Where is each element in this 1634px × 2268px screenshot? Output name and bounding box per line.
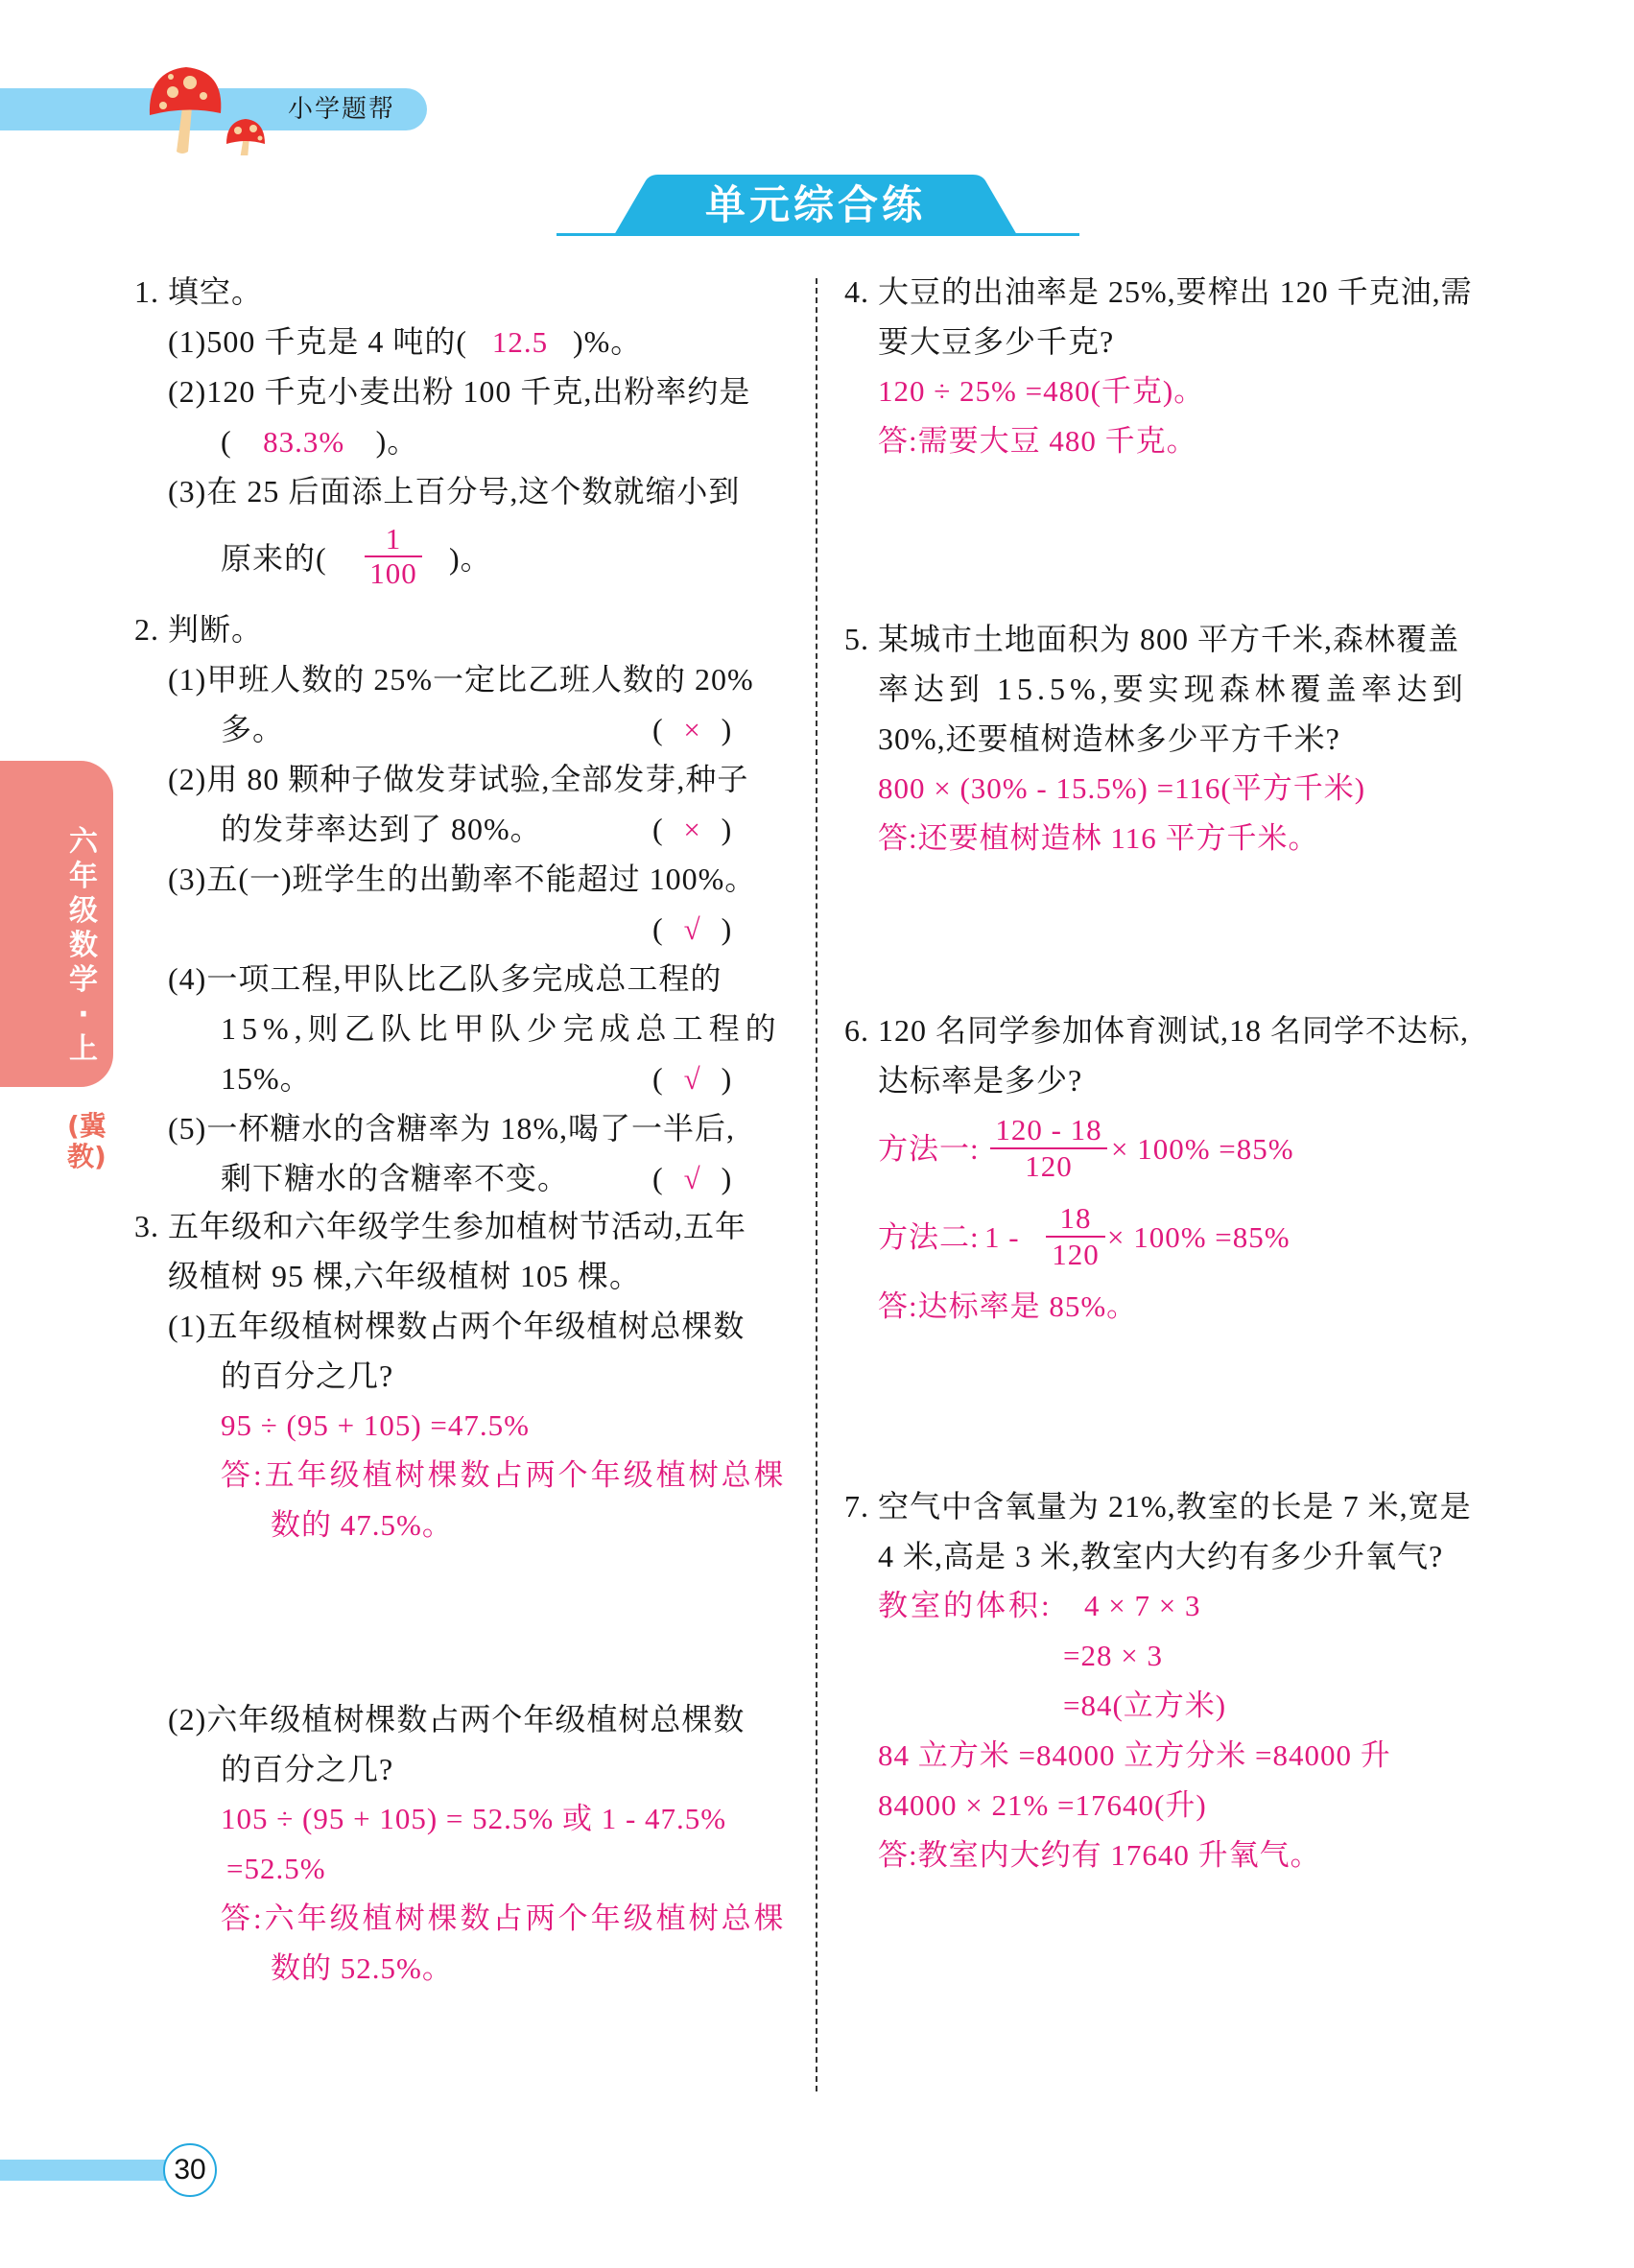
- q5-calc: 800 × (30% - 15.5%) =116(平方千米): [878, 771, 1366, 805]
- q1-s2-answer: 83.3%: [263, 425, 345, 459]
- page-number: 30: [163, 2143, 217, 2197]
- q1-title: 1. 填空。: [134, 274, 264, 309]
- q6-method1-fraction: [990, 1113, 1107, 1184]
- q3-p1-line1: (1)五年级植树棵数占两个年级植树总棵数: [168, 1309, 746, 1343]
- q5-line2: 率达到 15.5%,要实现森林覆盖率达到: [878, 672, 1468, 706]
- q2-item2-line1: (2)用 80 颗种子做发芽试验,全部发芽,种子: [168, 762, 749, 796]
- q3-p1-answer-line2: 数的 47.5%。: [271, 1508, 453, 1542]
- q3-p2-line2: 的百分之几?: [221, 1752, 394, 1786]
- q2-item2-line2: 的发芽率达到了 80%。: [221, 812, 542, 846]
- q3-p2-answer-line1: 答:六年级植树棵数占两个年级植树总棵: [221, 1902, 787, 1935]
- q7-line2: 4 米,高是 3 米,教室内大约有多少升氧气?: [878, 1539, 1444, 1573]
- q3-p2-answer-line2: 数的 52.5%。: [271, 1951, 453, 1985]
- q3-p2-calc2: =52.5%: [226, 1852, 326, 1885]
- q6-method2-rest: × 100% =85%: [1107, 1220, 1291, 1254]
- q6-method1-label: 方法一:: [878, 1132, 980, 1166]
- q2-item5-mark: ( √ ): [652, 1161, 733, 1195]
- q1-s1-answer: 12.5: [491, 325, 549, 359]
- q2-item3-line1: (3)五(一)班学生的出勤率不能超过 100%。: [168, 862, 757, 896]
- side-tab-label: 六年级数学·上: [69, 825, 98, 1066]
- q3-line2: 级植树 95 棵,六年级植树 105 棵。: [168, 1259, 642, 1293]
- q4-line1: 4. 大豆的出油率是 25%,要榨出 120 千克油,需: [844, 274, 1473, 309]
- q3-p2-line1: (2)六年级植树棵数占两个年级植树总棵数: [168, 1702, 746, 1736]
- q1-s2-line2: ( 83.3% )。: [221, 422, 418, 461]
- q4-answer: 答:需要大豆 480 千克。: [878, 424, 1197, 458]
- q6-method2-label: 方法二:: [878, 1220, 980, 1254]
- q2-item5-line1: (5)一杯糖水的含糖率为 18%,喝了一半后,: [168, 1111, 735, 1146]
- q3-p1-line2: 的百分之几?: [221, 1358, 394, 1393]
- q7-volume-step2: =28 × 3: [1063, 1639, 1163, 1672]
- page-title: 单元综合练: [704, 181, 926, 228]
- q5-line1: 5. 某城市土地面积为 800 平方千米,森林覆盖: [844, 622, 1460, 656]
- q6-method2-numerator: 18: [1046, 1201, 1105, 1238]
- mushroom-icon: [144, 59, 278, 155]
- q7-conversion: 84 立方米 =84000 立方分米 =84000 升: [878, 1738, 1391, 1772]
- q3-p2-calc1: 105 ÷ (95 + 105) = 52.5% 或 1 - 47.5%: [221, 1802, 727, 1835]
- q4-calc: 120 ÷ 25% =480(千克)。: [878, 374, 1205, 408]
- brand-name: 小学题帮: [288, 95, 396, 124]
- q2-item5-line2: 剩下糖水的含糖率不变。: [221, 1161, 570, 1195]
- q2-item1-line1: (1)甲班人数的 25%一定比乙班人数的 20%: [168, 662, 754, 697]
- q6-method2-denominator: 120: [1052, 1238, 1100, 1271]
- footer-bar: [0, 2160, 173, 2181]
- q5-line3: 30%,还要植树造林多少平方千米?: [878, 721, 1340, 756]
- q7-calc: 84000 × 21% =17640(升): [878, 1788, 1207, 1822]
- q6-method1-numerator: 120 - 18: [990, 1113, 1107, 1149]
- q5-answer: 答:还要植树造林 116 平方千米。: [878, 821, 1319, 855]
- q1-s2-line1: (2)120 千克小麦出粉 100 千克,出粉率约是: [168, 374, 751, 409]
- q1-s1: (1)500 千克是 4 吨的( 12.5 )%。: [168, 322, 642, 362]
- q1-s3-line1: (3)在 25 后面添上百分号,这个数就缩小到: [168, 474, 741, 508]
- q1-s3-answer-fraction: [365, 523, 422, 590]
- q4-line2: 要大豆多少千克?: [878, 324, 1115, 359]
- q6-method1-rest: × 100% =85%: [1111, 1132, 1294, 1166]
- q6-line1: 6. 120 名同学参加体育测试,18 名同学不达标,: [844, 1013, 1470, 1048]
- q2-item4-line3: 15%。: [221, 1061, 312, 1096]
- q2-item2-mark: ( × ): [652, 812, 733, 846]
- q6-method1-denominator: 120: [1025, 1149, 1073, 1183]
- q7-volume-step3: =84(立方米): [1063, 1689, 1227, 1722]
- q7-answer: 答:教室内大约有 17640 升氧气。: [878, 1838, 1321, 1872]
- q2-item4-mark: ( √ ): [652, 1061, 733, 1096]
- q6-line2: 达标率是多少?: [878, 1063, 1083, 1098]
- q2-item4-line1: (4)一项工程,甲队比乙队多完成总工程的: [168, 961, 722, 996]
- q2-item1-mark: ( × ): [652, 712, 733, 746]
- q1-s3-denominator: 100: [369, 556, 417, 590]
- column-divider: [816, 278, 817, 2091]
- q2-title: 2. 判断。: [134, 612, 264, 647]
- q1-s3-post: )。: [449, 541, 492, 576]
- q6-method2-fraction: [1046, 1201, 1105, 1272]
- q3-p1-calc: 95 ÷ (95 + 105) =47.5%: [221, 1408, 530, 1442]
- q2-item3-mark: ( √ ): [652, 911, 733, 946]
- q1-s3-line2: 原来的(: [221, 541, 327, 576]
- q3-p1-answer-line1: 答:五年级植树棵数占两个年级植树总棵: [221, 1458, 787, 1492]
- q3-line1: 3. 五年级和六年级学生参加植树节活动,五年: [134, 1209, 747, 1243]
- side-tab-edition: (冀教): [67, 1110, 107, 1172]
- q1-s3-numerator: 1: [365, 523, 422, 557]
- q7-volume-label: 教室的体积:: [878, 1589, 1053, 1622]
- q7-line1: 7. 空气中含氧量为 21%,教室的长是 7 米,宽是: [844, 1489, 1472, 1524]
- q7-volume-step1: 4 × 7 × 3: [1084, 1589, 1201, 1622]
- q6-method2-pre: 1 -: [984, 1220, 1020, 1254]
- q2-item4-line2: 15%,则乙队比甲队少完成总工程的: [221, 1011, 782, 1046]
- q6-answer: 答:达标率是 85%。: [878, 1289, 1138, 1323]
- q2-item1-line2: 多。: [221, 712, 285, 746]
